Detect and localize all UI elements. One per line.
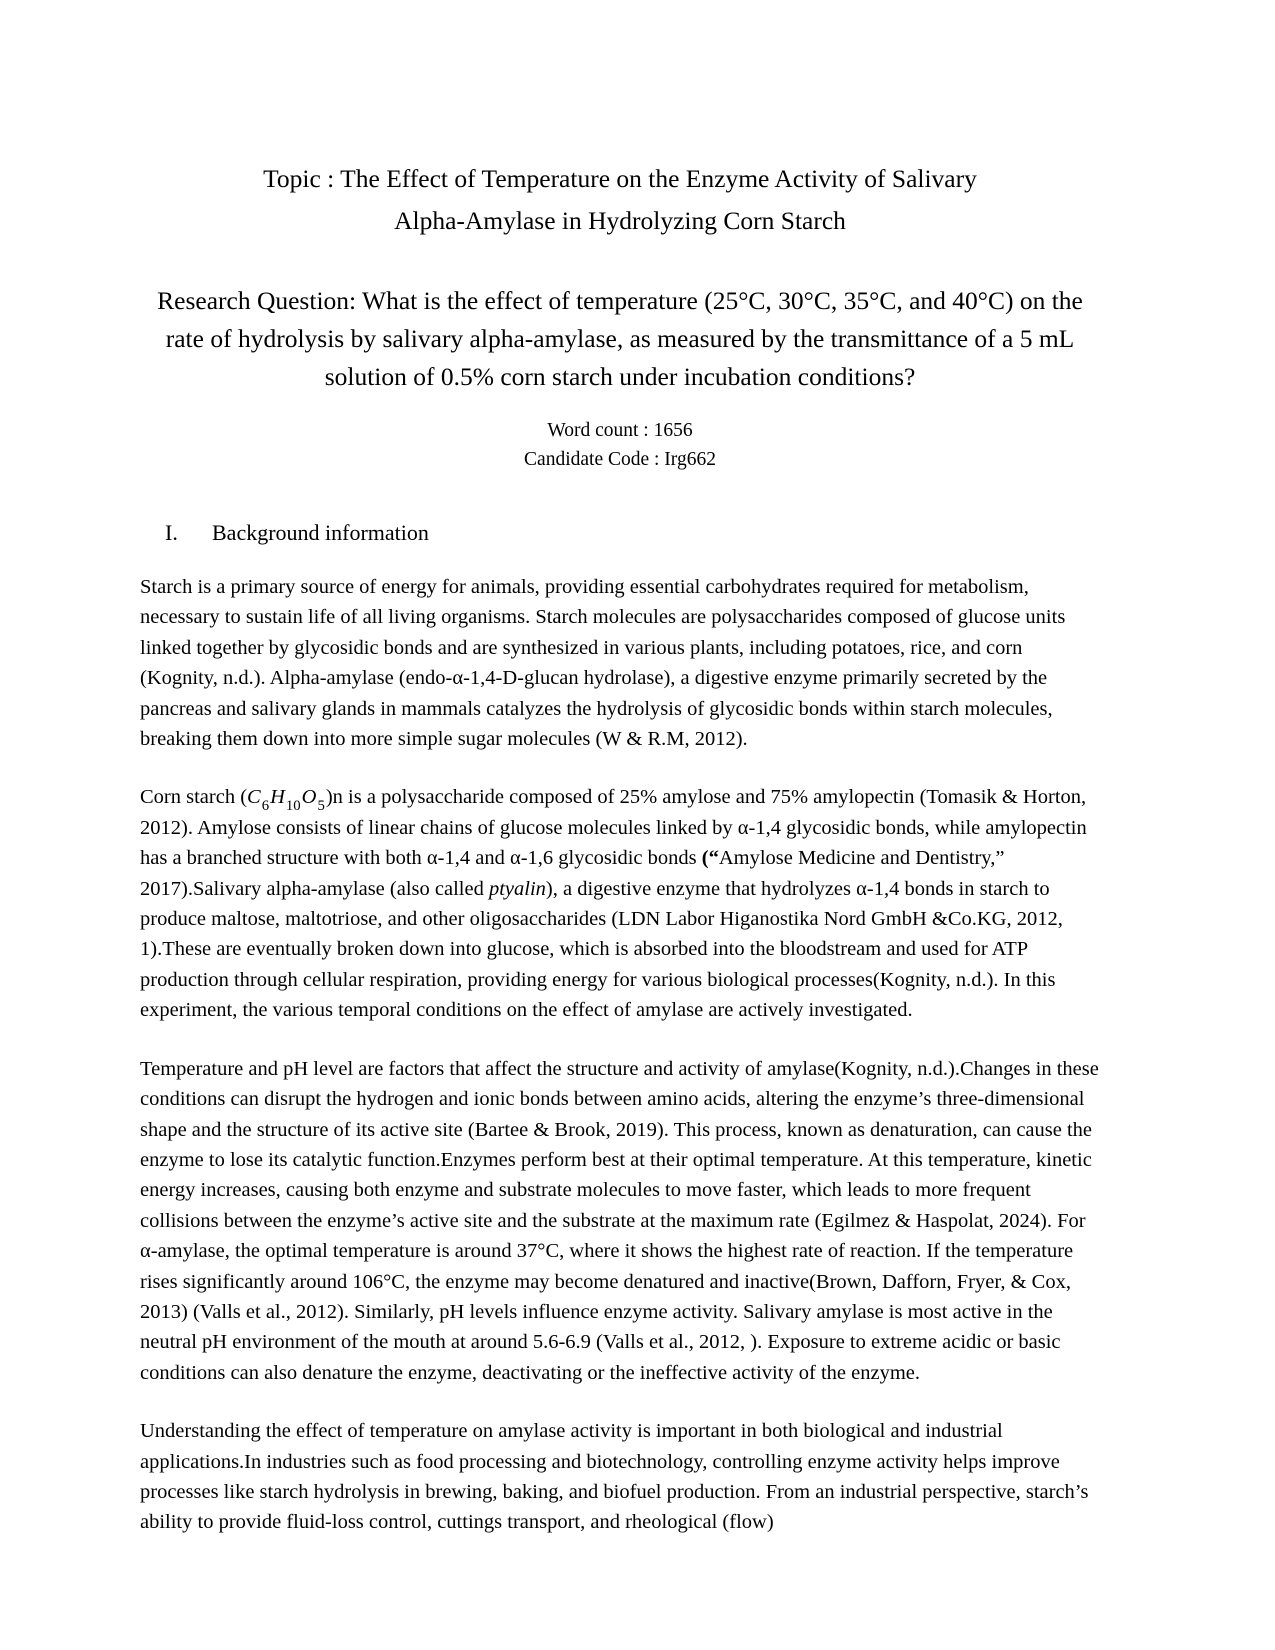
formula-carbon-symbol: C <box>247 786 261 809</box>
section-title: Background information <box>212 520 429 545</box>
ptyalin-italic-term: ptyalin <box>488 877 546 900</box>
meta-block <box>140 416 1100 474</box>
paragraph-industrial-applications: Understanding the effect of temperature on amylase activity is important in both biological and industrial applications.In industries such as food processing and biotechnology, controlling enzyme activity helps improve processes like starch hydrolysis in brewing, baking, and biofuel production. From an industrial perspective, starch’s ability to provide fluid-loss control, cuttings transport, and rheological (flow) <box>140 1420 1089 1534</box>
formula-oxygen-symbol: O <box>301 786 317 809</box>
amylose-citation-text: Amylose Medicine and Dentistry,” 2017).Salivary alpha-amylase (also called <box>140 847 1005 900</box>
section-numeral: I. <box>165 520 178 545</box>
word-count: Word count : 1656 <box>547 420 693 441</box>
bold-open-quote: (“ <box>701 847 719 870</box>
paragraph-corn-starch-composition <box>140 782 1100 1025</box>
title-block <box>140 160 1100 240</box>
formula-hydrogen-symbol: H <box>270 786 285 809</box>
chemical-formula-glucose-unit <box>247 786 326 814</box>
formula-oxygen-count: 5 <box>317 797 325 814</box>
research-question: Research Question: What is the effect of temperature (25°C, 30°C, 35°C, and 40°C) on the rate of hydrolysis by salivary alpha-amylase, as measured by the transmittance of a 5 mL solution of 0.5% corn starch under incubation conditions? <box>157 286 1083 391</box>
body-content <box>140 572 1100 1538</box>
formula-hydrogen-count: 10 <box>285 797 301 814</box>
formula-carbon-count: 6 <box>261 797 270 814</box>
corn-starch-intro-text: Corn starch ( <box>140 786 248 809</box>
paragraph-temperature-ph-effects: Temperature and pH level are factors that affect the structure and activity of amylase(Kognity, n.d.).Changes in these conditions can disrupt the hydrogen and ionic bonds between amino acids, altering the enzyme’s three-dimensional shape and the structure of its active site (Bartee & Brook, 2019). This process, known as denaturation, can cause the enzyme to lose its catalytic function.Enzymes perform best at their optimal temperature. At this temperature, kinetic energy increases, causing both enzyme and substrate molecules to move faster, which leads to more frequent collisions between the enzyme’s active site and the substrate at the maximum rate (Egilmez & Haspolat, 2024). For α-amylase, the optimal temperature is around 37°C, where it shows the highest rate of reaction. If the temperature rises significantly around 106°C, the enzyme may become denatured and inactive(Brown, Dafforn, Fryer, & Cox, 2013) (Valls et al., 2012). Similarly, pH levels influence enzyme activity. Salivary amylase is most active in the neutral pH environment of the mouth at around 5.6-6.9 (Valls et al., 2012, ). Exposure to extreme acidic or basic conditions can also denature the enzyme, deactivating or the ineffective activity of the enzyme. <box>140 1057 1099 1384</box>
section-heading-background-information <box>140 518 1100 548</box>
paragraph-starch-overview: Starch is a primary source of energy for animals, providing essential carbohydrates required for metabolism, necessary to sustain life of all living organisms. Starch molecules are polysaccharides composed of glucose units linked together by glycosidic bonds and are synthesized in various plants, including potatoes, rice, and corn (Kognity, n.d.). Alpha-amylase (endo-α-1,4-D-glucan hydrolase), a digestive enzyme primarily secreted by the pancreas and salivary glands in mammals catalyzes the hydrolysis of glycosidic bonds within starch molecules, breaking them down into more simple sugar molecules (W & R.M, 2012). <box>140 576 1066 751</box>
doc-title-line-2: Alpha-Amylase in Hydrolyzing Corn Starch <box>394 206 846 235</box>
doc-title-line-1: Topic : The Effect of Temperature on the Enzyme Activity of Salivary <box>263 164 977 193</box>
corn-starch-closing-text: ), a digestive enzyme that hydrolyzes α-1,4 bonds in starch to produce maltose, maltotriose, and other oligosaccharides (LDN Labor Higanostika Nord GmbH &Co.KG, 2012, 1).These are eventually broken down into glucose, which is absorbed into the bloodstream and used for ATP production through cellular respiration, providing energy for various biological processes(Kognity, n.d.). In this experiment, the various temporal conditions on the effect of amylase are actively investigated. <box>140 877 1063 1022</box>
candidate-code: Candidate Code : Irg662 <box>524 449 716 470</box>
corn-starch-body-text: )n is a polysaccharide composed of 25% amylose and 75% amylopectin (Tomasik & Horton, 2012). Amylose consists of linear chains of glucose molecules linked by α-1,4 glycosidic bonds, while amylopectin has a branched structure with both α-1,4 and α-1,6 glycosidic bonds <box>140 786 1087 870</box>
